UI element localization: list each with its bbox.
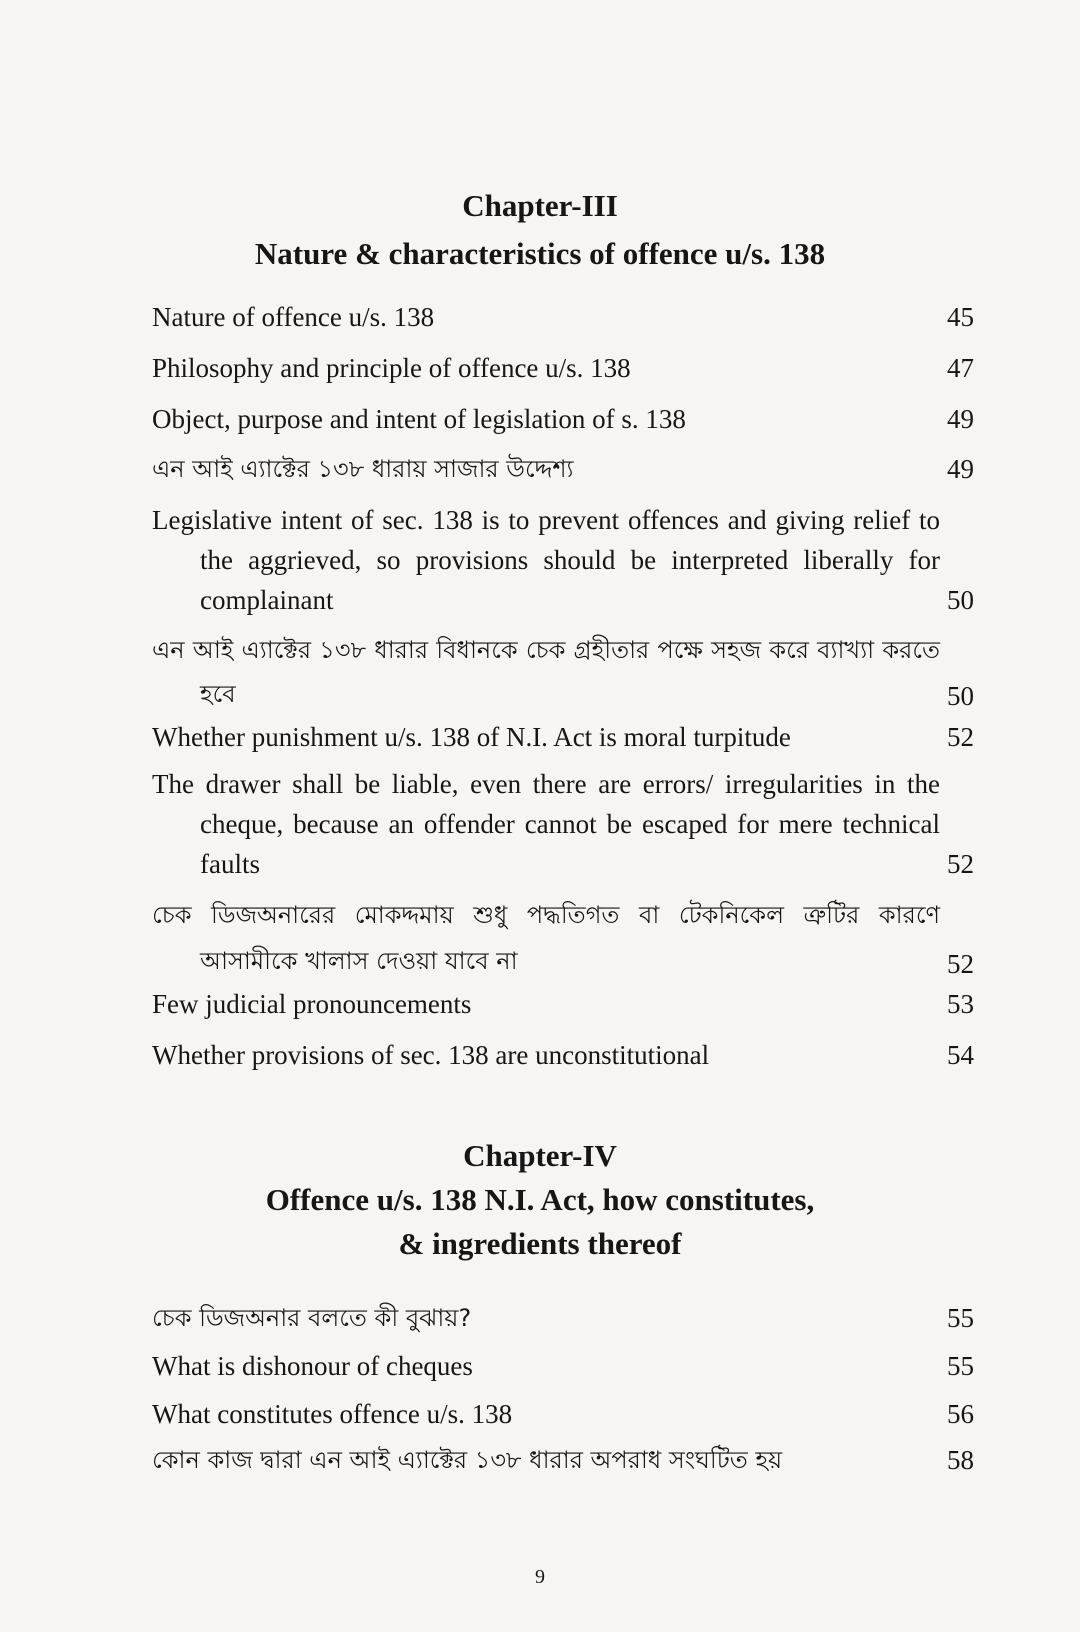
toc-entry-page: 55: [947, 1351, 974, 1381]
toc-entry-text: The drawer shall be liable, even there are errors/ irregularities in the cheque, because an offender cannot be escaped for mere technical faults: [152, 769, 940, 879]
toc-entry-text: Few judicial pronouncements: [152, 989, 472, 1019]
toc-entry-text: এন আই এ্যাক্টের ১৩৮ ধারার বিধানকে চেক গ্রহীতার পক্ষে সহজ করে ব্যাখ্যা করতে হবে: [152, 636, 940, 708]
toc-entry-text: Legislative intent of sec. 138 is to prevent offences and giving relief to the aggrieved, so provisions should be interpreted liberally for complainant: [152, 505, 940, 615]
toc-entry-text: Nature of offence u/s. 138: [152, 302, 435, 332]
toc-entry-page: 55: [947, 1303, 974, 1333]
page-number: 9: [535, 1566, 545, 1588]
toc-entry-page: 53: [947, 989, 974, 1019]
toc-entry: [152, 1394, 974, 1434]
toc-entry-page: 58: [947, 1445, 974, 1475]
toc-entry-text: Whether provisions of sec. 138 are unconstitutional: [152, 1040, 710, 1070]
toc-entry-text: Whether punishment u/s. 138 of N.I. Act is moral turpitude: [152, 722, 791, 752]
toc-entry-text: Philosophy and principle of offence u/s. 138: [152, 353, 631, 383]
toc-entry-page: 50: [947, 585, 974, 615]
toc-entry-text: Object, purpose and intent of legislation of s. 138: [152, 404, 686, 434]
toc-entry: [152, 984, 974, 1024]
toc-entry: [152, 1035, 974, 1075]
toc-entry: [152, 348, 974, 388]
toc-entry: [152, 1440, 974, 1480]
toc-entry-text: এন আই এ্যাক্টের ১৩৮ ধারায় সাজার উদ্দেশ্য: [152, 455, 574, 483]
toc-entry-page: 56: [947, 1399, 974, 1429]
toc-entry-text: What is dishonour of cheques: [152, 1351, 473, 1381]
toc-entry-page: 52: [947, 849, 974, 879]
toc-entry: [152, 628, 974, 716]
toc-entry-page: 52: [947, 722, 974, 752]
toc-entry-page: 49: [947, 454, 974, 484]
toc-entry-page: 50: [947, 681, 974, 711]
toc-entry: [152, 297, 974, 337]
toc-entry-text: চেক ডিজঅনারের মোকদ্দমায় শুধু পদ্ধতিগত বা টেকনিকেল ত্রুটির কারণে আসামীকে খালাস দেওয়া যাবে না: [152, 901, 940, 975]
toc-entry-text: What constitutes offence u/s. 138: [152, 1399, 513, 1429]
toc-entry: [152, 399, 974, 439]
toc-entry-text: কোন কাজ দ্বারা এন আই এ্যাক্টের ১৩৮ ধারার অপরাধ সংঘটিত হয়: [152, 1446, 783, 1474]
toc-entry: [152, 1346, 974, 1386]
chapter-3-number: Chapter-III: [462, 188, 618, 223]
toc-entry: [152, 717, 974, 757]
toc-entry-page: 45: [947, 302, 974, 332]
toc-entry-page: 47: [947, 353, 974, 383]
toc-entry-text: চেক ডিজঅনার বলতে কী বুঝায়?: [152, 1304, 472, 1332]
chapter-4-title-continued: & ingredients thereof: [398, 1226, 682, 1261]
toc-entry: [152, 500, 974, 620]
chapter-4-number: Chapter-IV: [463, 1138, 617, 1173]
toc-entry-page: 52: [947, 949, 974, 979]
toc-entry-page: 49: [947, 404, 974, 434]
chapter-4-title: Offence u/s. 138 N.I. Act, how constitutes,: [265, 1182, 815, 1217]
chapter-3-title: Nature & characteristics of offence u/s. 138: [254, 236, 826, 271]
toc-entry-page: 54: [947, 1040, 974, 1070]
toc-entry: [152, 1298, 974, 1338]
toc-entry: [152, 449, 974, 489]
toc-entry: [152, 764, 974, 884]
toc-entry: [152, 892, 974, 984]
